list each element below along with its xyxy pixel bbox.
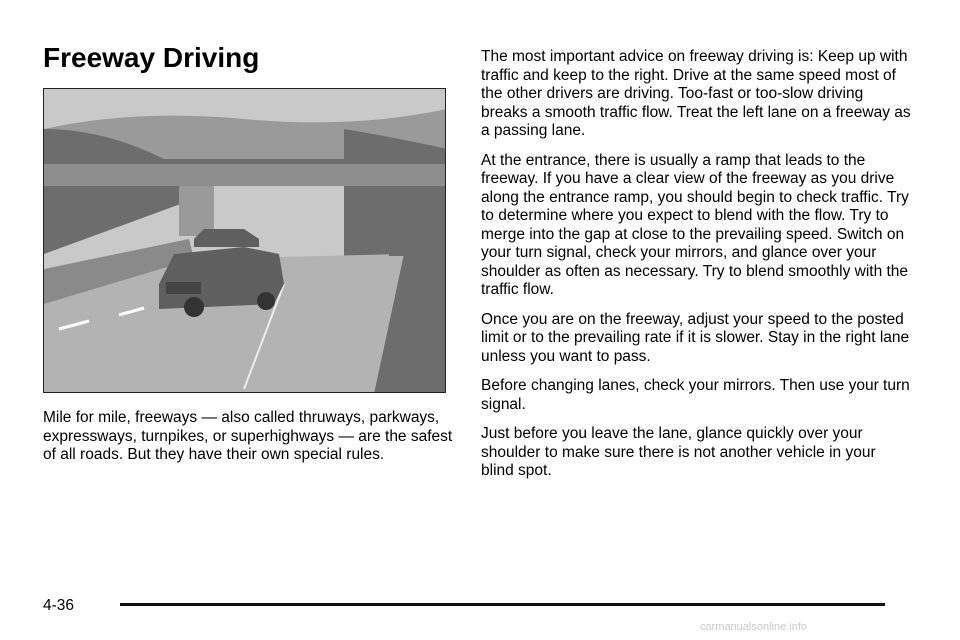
paragraph-traffic-advice: The most important advice on freeway driving is: Keep up with traffic and keep to the right. Drive at the same speed most of the other drivers are driving. Too-fast or too-slow driving breaks a smooth traffic flow. Treat the left lane on a freeway as a passing lane. <box>481 48 911 139</box>
freeway-illustration-drawing <box>44 89 446 393</box>
page-title: Freeway Driving <box>43 42 260 73</box>
paragraph-changing-lanes: Before changing lanes, check your mirrors. Then use your turn signal. <box>481 377 910 413</box>
overpass-pillar <box>179 186 214 236</box>
paragraph-entrance-ramp: At the entrance, there is usually a ramp that leads to the freeway. If you have a clear view of the freeway as you drive along the entrance ramp, you should begin to check traffic. Try to determine where you expect to blend with the flow. Try to merge into the gap at close to the prevailing speed. Switch on your turn signal, check your mirrors, and glance over your shoulder as often as necessary. Try to blend smoothly with the traffic flow. <box>481 151 909 298</box>
suv-wheel <box>184 297 204 317</box>
watermark: carmanualsonline.info <box>700 621 808 633</box>
suv-bumper <box>166 282 201 294</box>
suv-wheel <box>257 292 275 310</box>
intro-paragraph: Mile for mile, freeways — also called thruways, parkways, expressways, turnpikes, or superhighways — are the safest of all roads. But they have their own special rules. <box>43 409 453 463</box>
overpass-deck <box>44 164 446 186</box>
distant-building <box>224 144 294 159</box>
overpass-pillar <box>389 186 409 256</box>
page-number: 4-36 <box>43 597 75 614</box>
paragraph-blind-spot: Just before you leave the lane, glance quickly over your shoulder to make sure there is not another vehicle in your blind spot. <box>481 425 876 479</box>
right-column <box>481 48 911 492</box>
overpass-rail <box>44 159 446 164</box>
paragraph-on-freeway: Once you are on the freeway, adjust your speed to the posted limit or to the prevailing rate if it is slower. Stay in the right lane unless you want to pass. <box>481 310 910 365</box>
freeway-illustration <box>43 88 446 393</box>
footer-rule <box>120 603 885 606</box>
